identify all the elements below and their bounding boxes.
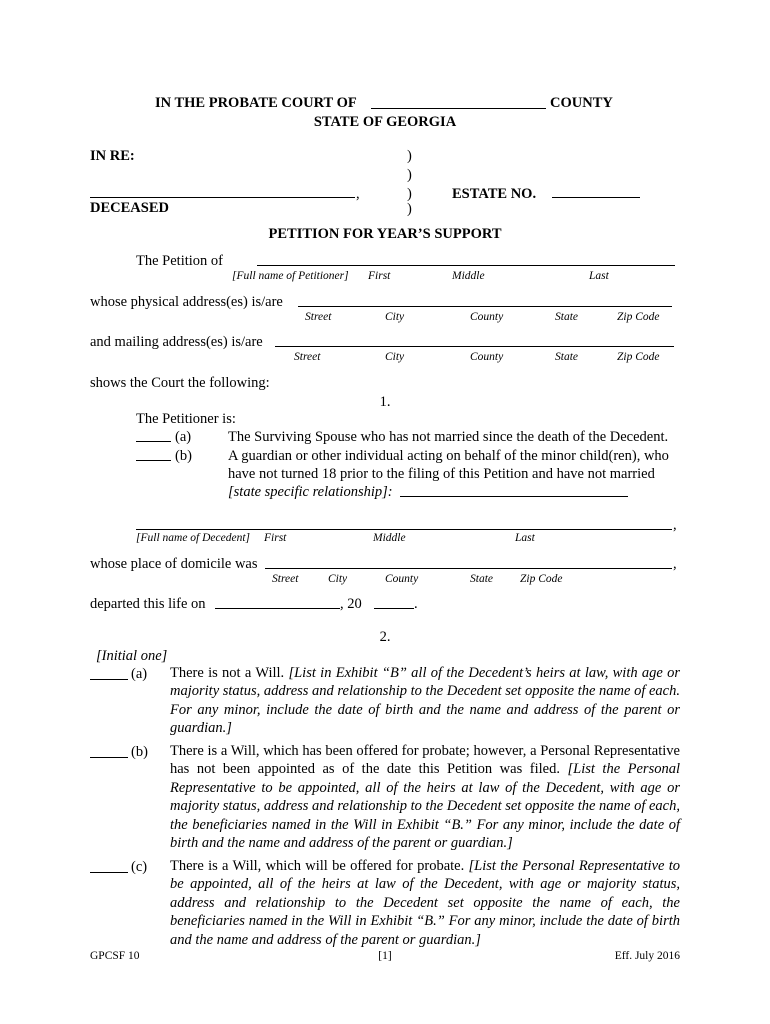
option-2a-instructions: [List in Exhibit “B” all of the Decedent’s heirs at law, with age or majority status, address and relationship to the Decedent set opposite the name of each. For any minor, include the date of birth and the name and address of the parent or guardian.] [170,665,681,737]
initial-2a-field[interactable] [90,679,128,680]
death-date-field[interactable] [215,608,340,609]
shows-court-text: shows the Court the following: [90,375,270,391]
petitioner-label: The Petition of [136,253,223,269]
section-2-number: 2. [379,629,391,645]
mailing-state-caption: State [555,351,578,363]
option-2c-instructions: [List the Personal Representative to be appointed, all of the heirs at law of the Decedent, with age or majority status, address and relationship to the Decedent set opposite the name of each, the beneficiaries named in the Will in Exhibit “B.” For any minor, include the date of birth and the name and address of the parent or guardian.] [170,858,680,948]
physical-county-caption: County [470,311,504,323]
petition-title: PETITION FOR YEAR’S SUPPORT [268,226,502,242]
state-title: STATE OF GEORGIA [313,114,457,130]
physical-city-caption: City [385,311,405,323]
caption-comma: , [356,186,360,202]
estate-no-field[interactable] [552,197,640,198]
county-name-field[interactable] [371,108,546,109]
caption-paren: ) [407,167,412,183]
initial-one-label: [Initial one] [96,648,168,664]
domicile-label: whose place of domicile was [90,556,258,572]
option-1a-mark: (a) [175,429,192,445]
caption-paren: ) [407,148,412,164]
option-2a-plain: There is not a Will. [170,665,285,681]
mailing-street-caption: Street [294,351,321,363]
option-2c-text [170,857,680,949]
option-2b-mark: (b) [131,744,148,760]
decedent-last-caption: Last [515,532,535,544]
option-1b-line1: A guardian or other individual acting on behalf of the minor child(ren), who [228,448,669,464]
domicile-comma: , [673,556,677,572]
option-1b-line2: have not turned 18 prior to the filing of this Petition and have not married [228,466,655,482]
petitioner-hint: [Full name of Petitioner] [232,270,349,282]
mailing-address-field[interactable] [275,346,674,347]
option-2b-instructions: [List the Personal Representative to be appointed, all of the heirs at law of the Decedent, with age or majority status, address and relationship to the Decedent set opposite the name of each, the beneficiaries named in the Will in Exhibit “B.” For any minor, include the date of birth and the name and address of the parent or guardian.] [170,761,681,852]
caption-paren: ) [407,201,412,217]
mailing-zip-caption: Zip Code [617,351,660,363]
initial-1b-field[interactable] [136,460,171,461]
option-2b-text [170,742,680,852]
domicile-street-caption: Street [272,573,299,585]
option-2c-mark: (c) [131,859,148,875]
deceased-name-field[interactable] [90,197,355,198]
petitioner-name-field[interactable] [257,265,675,266]
mailing-county-caption: County [470,351,504,363]
court-prefix: IN THE PROBATE COURT OF [155,95,357,111]
section-1-number: 1. [379,394,391,410]
physical-state-caption: State [555,311,578,323]
petitioner-middle-caption: Middle [452,270,485,282]
physical-zip-caption: Zip Code [617,311,660,323]
domicile-county-caption: County [385,573,419,585]
initial-2b-field[interactable] [90,757,128,758]
domicile-zip-caption: Zip Code [520,573,563,585]
year-prefix: , 20 [340,596,362,612]
physical-street-caption: Street [305,311,332,323]
option-2a-mark: (a) [131,666,148,682]
decedent-first-caption: First [264,532,287,544]
mailing-city-caption: City [385,351,405,363]
decedent-name-field[interactable] [136,529,672,530]
initial-2c-field[interactable] [90,872,128,873]
option-1a-text: The Surviving Spouse who has not married since the death of the Decedent. [228,429,669,445]
deceased-label: DECEASED [90,200,169,216]
form-id: GPCSF 10 [90,950,140,962]
caption-paren: ) [407,186,412,202]
physical-address-field[interactable] [298,306,672,307]
death-year-field[interactable] [374,608,414,609]
initial-1a-field[interactable] [136,441,171,442]
decedent-comma: , [673,517,677,533]
option-2b-plain: There is a Will, which has been offered for probate; however, a Personal Representative has not been appointed as of the date this Petition was filed. [170,743,680,778]
option-1b-mark: (b) [175,448,192,464]
option-2c-plain: There is a Will, which will be offered for probate. [170,858,465,874]
departed-period: . [414,596,418,612]
mailing-address-label: and mailing address(es) is/are [90,334,263,350]
departed-label: departed this life on [90,596,206,612]
petitioner-last-caption: Last [589,270,609,282]
option-1b-line3: [state specific relationship]: [228,484,393,500]
decedent-hint: [Full name of Decedent] [136,532,251,544]
court-suffix: COUNTY [550,95,613,111]
option-2a-text [170,664,680,738]
effective-date: Eff. July 2016 [614,950,680,962]
domicile-city-caption: City [328,573,348,585]
domicile-address-field[interactable] [265,568,672,569]
petitioner-first-caption: First [368,270,391,282]
relationship-field[interactable] [400,496,628,497]
physical-address-label: whose physical address(es) is/are [90,294,283,310]
decedent-middle-caption: Middle [373,532,406,544]
in-re-label: IN RE: [90,148,135,164]
petitioner-is-label: The Petitioner is: [136,411,236,427]
page-number: [1] [378,950,392,962]
estate-no-label: ESTATE NO. [452,186,537,202]
domicile-state-caption: State [470,573,493,585]
